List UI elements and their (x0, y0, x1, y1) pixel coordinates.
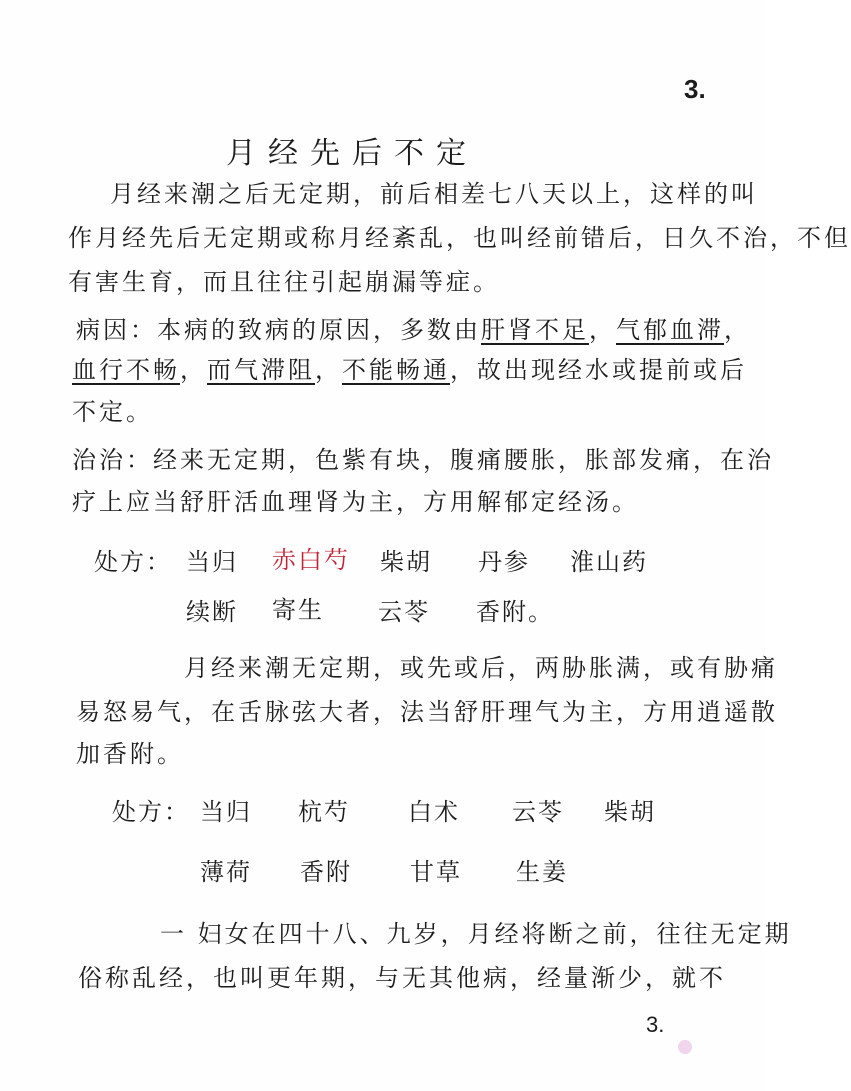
cause-prefix: 病因：本病的致病的原因，多数由 (76, 316, 481, 344)
cause-underlined-3: 血行不畅 (72, 356, 180, 384)
rx2-herb-5: 柴胡 (604, 798, 656, 826)
rx1-herb-1: 当归 (186, 548, 238, 576)
cause-underlined-2: 气郁血滞 (616, 316, 724, 344)
cause-line-2 (72, 358, 747, 382)
rx2-herb-2: 杭芍 (298, 798, 350, 826)
rx2-herb-6: 薄荷 (200, 858, 252, 886)
treatment-line-2: 疗上应当舒肝活血理肾为主，方用解郁定经汤。 (72, 488, 639, 516)
cause-separator-3: ， (315, 356, 342, 384)
rx1-herb-5: 淮山药 (570, 548, 648, 576)
rx2-herb-7: 香附 (300, 858, 352, 886)
rx1-herb-2: 赤白芍 (272, 546, 350, 574)
cause-comma: ， (724, 316, 751, 344)
cause-line-2-end: ，故出现经水或提前或后 (450, 356, 747, 384)
intro-line-3: 有害生育，而且往往引起崩漏等症。 (68, 268, 500, 296)
para2-line-1: 月经来潮无定期，或先或后，两胁胀满，或有胁痛 (184, 654, 778, 682)
rx2-herb-9: 生姜 (516, 858, 568, 886)
cause-underlined-5: 不能畅通 (342, 356, 450, 384)
cause-underlined-1: 肝肾不足 (481, 316, 589, 344)
para3-line-1: 一 妇女在四十八、九岁，月经将断之前，往往无定期 (160, 920, 792, 948)
para3-line-2: 俗称乱经，也叫更年期，与无其他病，经量渐少，就不 (78, 964, 726, 992)
cause-line-1 (76, 318, 751, 342)
rx2-herb-8: 甘草 (410, 858, 462, 886)
cause-separator: ， (589, 316, 616, 344)
page-title: 月经先后不定 (226, 136, 478, 171)
ink-smudge (678, 1040, 692, 1054)
para2-line-2: 易怒易气，在舌脉弦大者，法当舒肝理气为主，方用逍遥散 (76, 698, 778, 726)
rx1-label: 处方： (94, 548, 172, 576)
page-number-bottom: 3. (646, 1012, 665, 1037)
rx1-herb-9: 香附。 (476, 598, 554, 626)
rx2-herb-1: 当归 (200, 798, 252, 826)
cause-separator-2: ， (180, 356, 207, 384)
para2-line-3: 加香附。 (76, 740, 184, 768)
page-number-top: 3. (684, 74, 706, 104)
cause-underlined-4: 而气滞阻 (207, 356, 315, 384)
rx1-herb-7: 寄生 (272, 596, 324, 624)
rx1-herb-3: 柴胡 (380, 548, 432, 576)
rx1-herb-4: 丹参 (478, 548, 530, 576)
intro-line-1: 月经来潮之后无定期，前后相差七八天以上，这样的叫 (110, 180, 758, 208)
treatment-line-1: 治治：经来无定期，色紫有块，腹痛腰胀，胀部发痛，在治 (72, 446, 774, 474)
rx2-herb-3: 白术 (408, 798, 460, 826)
rx1-herb-8: 云苓 (378, 598, 430, 626)
rx2-label: 处方： (112, 798, 190, 826)
rx1-herb-6: 续断 (186, 598, 238, 626)
rx2-herb-4: 云苓 (512, 798, 564, 826)
intro-line-2: 作月经先后无定期或称月经紊乱，也叫经前错后，日久不治，不但 (68, 224, 851, 252)
cause-line-3: 不定。 (72, 398, 153, 426)
